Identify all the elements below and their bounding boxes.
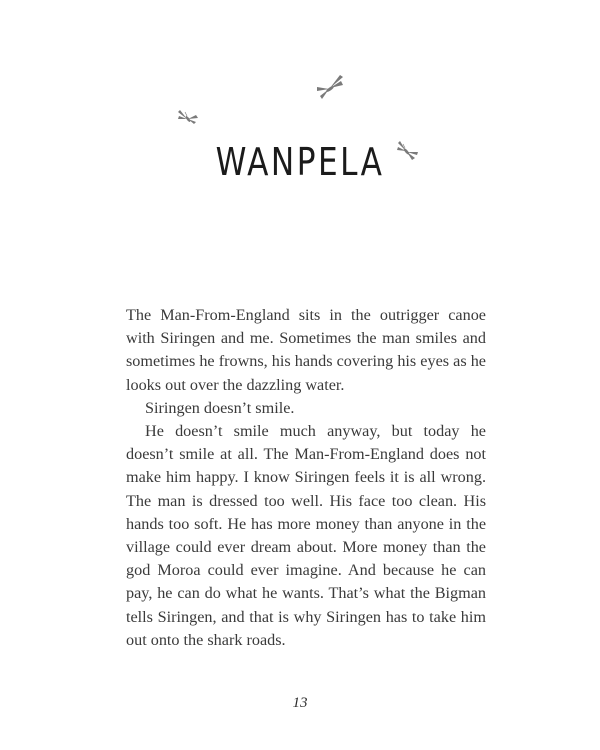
paragraph: He doesn’t smile much anyway, but today he doesn’t smile at all. The Man-From-England does not make him happy. I know Siringen feels it is all wrong. The man is dressed too well. His face too clean. His hands too soft. He has more money than anyone in the village could ever dream about. More money than the god Moroa could ever imagine. And because he can pay, he can do what he wants. That’s what the Bigman tells Siringen, and that is why Siringen has to take him out onto the shark roads. [126, 422, 486, 649]
chapter-title: WANPELA [215, 140, 385, 184]
paragraph: The Man-From-England sits in the outrigger canoe with Siringen and me. Sometimes the man smiles and sometimes he frowns, his hands covering his eyes as he looks out over the dazzling water. [126, 306, 486, 394]
paragraph: Siringen doesn’t smile. [145, 398, 295, 417]
moth-icon [176, 107, 200, 129]
body-text [126, 304, 486, 652]
moth-icon [314, 73, 346, 103]
page-number: 13 [292, 695, 308, 711]
